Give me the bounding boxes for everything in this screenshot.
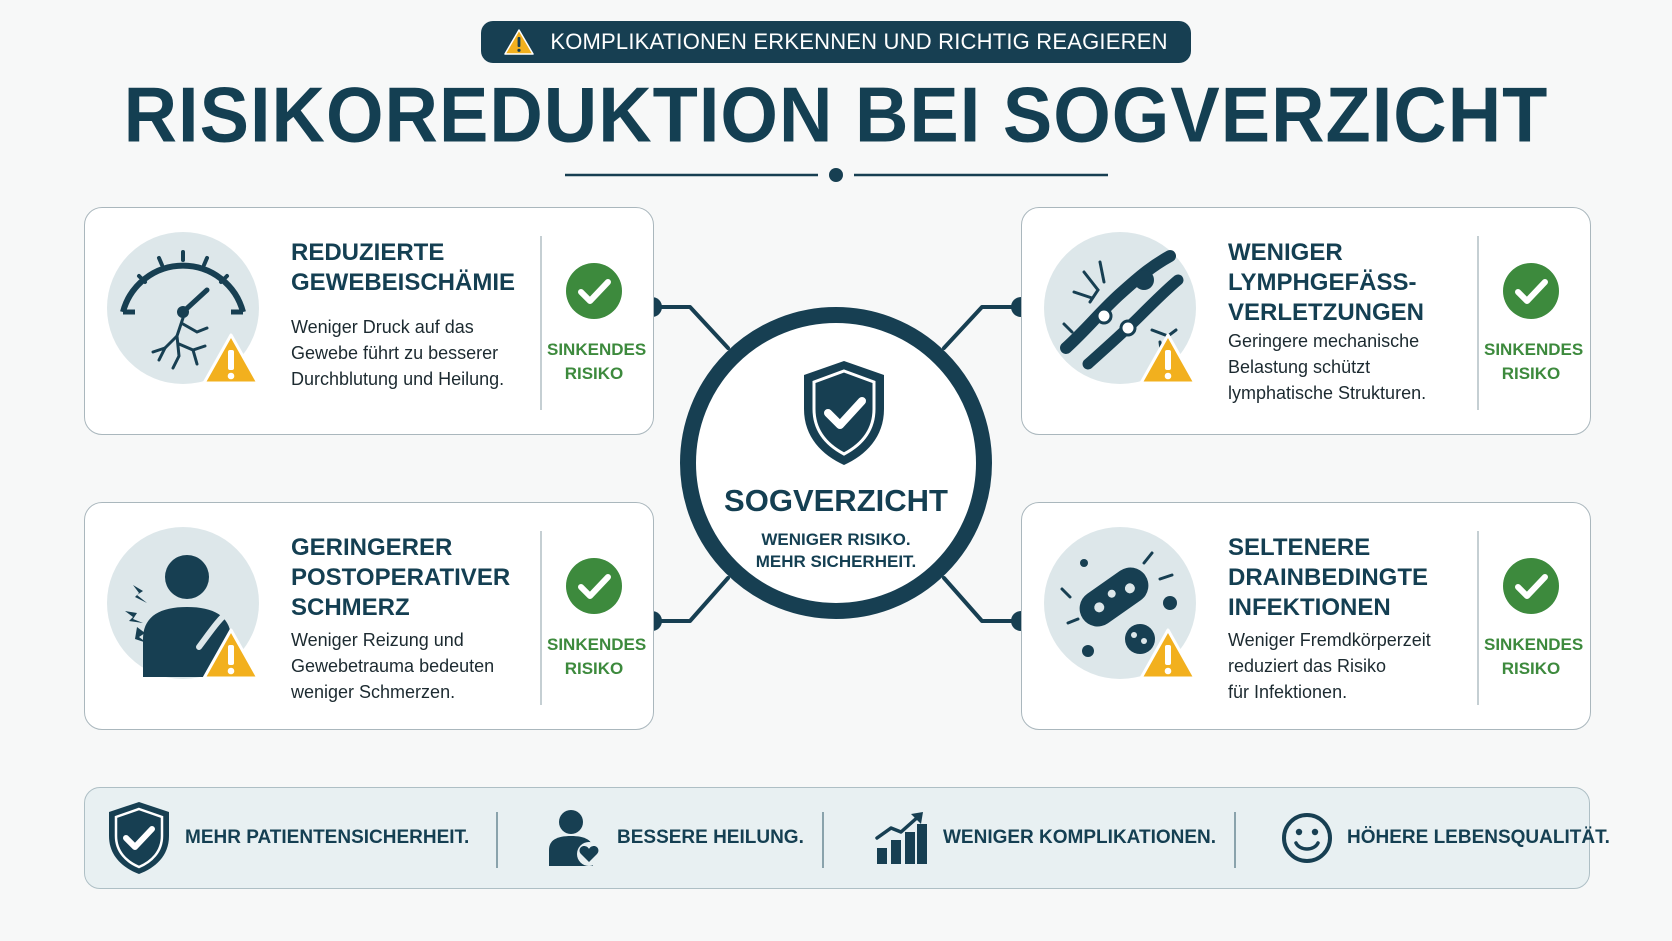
card-title: GERINGERER POSTOPERATIVER SCHMERZ <box>291 534 511 621</box>
benefit-label: WENIGER KOMPLIKATIONEN. <box>943 827 1217 848</box>
smiley-icon <box>1281 812 1333 864</box>
benefit-item <box>547 788 804 888</box>
card-description: Weniger Fremdkörperzeit reduziert das Risiko für Infektionen. <box>1228 630 1431 702</box>
benefit-separator <box>1234 812 1236 868</box>
risk-label: SINKENDES RISIKO <box>547 635 647 678</box>
hub-title: SOGVERZICHT <box>724 483 948 518</box>
benefit-label: HÖHERE LEBENSQUALITÄT. <box>1347 827 1610 848</box>
warning-icon <box>1138 332 1198 386</box>
benefit-item <box>107 788 469 888</box>
card-separator <box>1477 531 1479 705</box>
benefit-separator <box>496 812 498 868</box>
benefit-item <box>1281 788 1610 888</box>
check-icon <box>565 557 623 615</box>
risk-label: SINKENDES RISIKO <box>547 340 647 383</box>
benefit-label: BESSERE HEILUNG. <box>617 827 804 848</box>
header-badge-text: KOMPLIKATIONEN ERKENNEN UND RICHTIG REAGIEREN <box>550 29 1168 54</box>
warning-icon <box>201 627 261 681</box>
shield-check-icon <box>107 800 171 876</box>
shield-check-icon <box>800 359 888 467</box>
benefit-separator <box>822 812 824 868</box>
benefit-label: MEHR PATIENTENSICHERHEIT. <box>185 827 470 848</box>
card-infektionen <box>1021 502 1591 730</box>
benefits-bar <box>84 787 1610 889</box>
card-description: Weniger Druck auf das Gewebe führt zu besserer Durchblutung und Heilung. <box>291 317 505 389</box>
check-icon <box>1502 262 1560 320</box>
card-lymphgefaess <box>1021 207 1591 435</box>
card-schmerz <box>84 502 654 730</box>
risk-label: SINKENDES RISIKO <box>1484 340 1584 383</box>
page-title: RISIKOREDUKTION BEI SOGVERZICHT <box>123 70 1549 159</box>
central-hub <box>680 307 992 619</box>
hub-subtitle: WENIGER RISIKO. MEHR SICHERHEIT. <box>755 530 917 571</box>
warning-icon <box>1138 627 1198 681</box>
card-gewebeischaemie <box>84 207 654 435</box>
check-icon <box>1502 557 1560 615</box>
card-title: REDUZIERTE GEWEBEISCHÄMIE <box>291 239 516 296</box>
card-separator <box>1477 236 1479 410</box>
benefit-item <box>873 788 1216 888</box>
card-title: SELTENERE DRAINBEDINGTE INFEKTIONEN <box>1228 534 1429 621</box>
person-heart-icon <box>547 808 603 868</box>
card-separator <box>540 236 542 410</box>
rising-chart-icon <box>873 810 929 866</box>
card-separator <box>540 531 542 705</box>
card-title: WENIGER LYMPHGEFÄSS- VERLETZUNGEN <box>1228 239 1425 326</box>
card-description: Geringere mechanische Belastung schützt lymphatische Strukturen. <box>1228 331 1427 403</box>
warning-icon <box>201 332 261 386</box>
card-description: Weniger Reizung und Gewebetrauma bedeuten weniger Schmerzen. <box>291 630 495 702</box>
check-icon <box>565 262 623 320</box>
risk-label: SINKENDES RISIKO <box>1484 635 1584 678</box>
